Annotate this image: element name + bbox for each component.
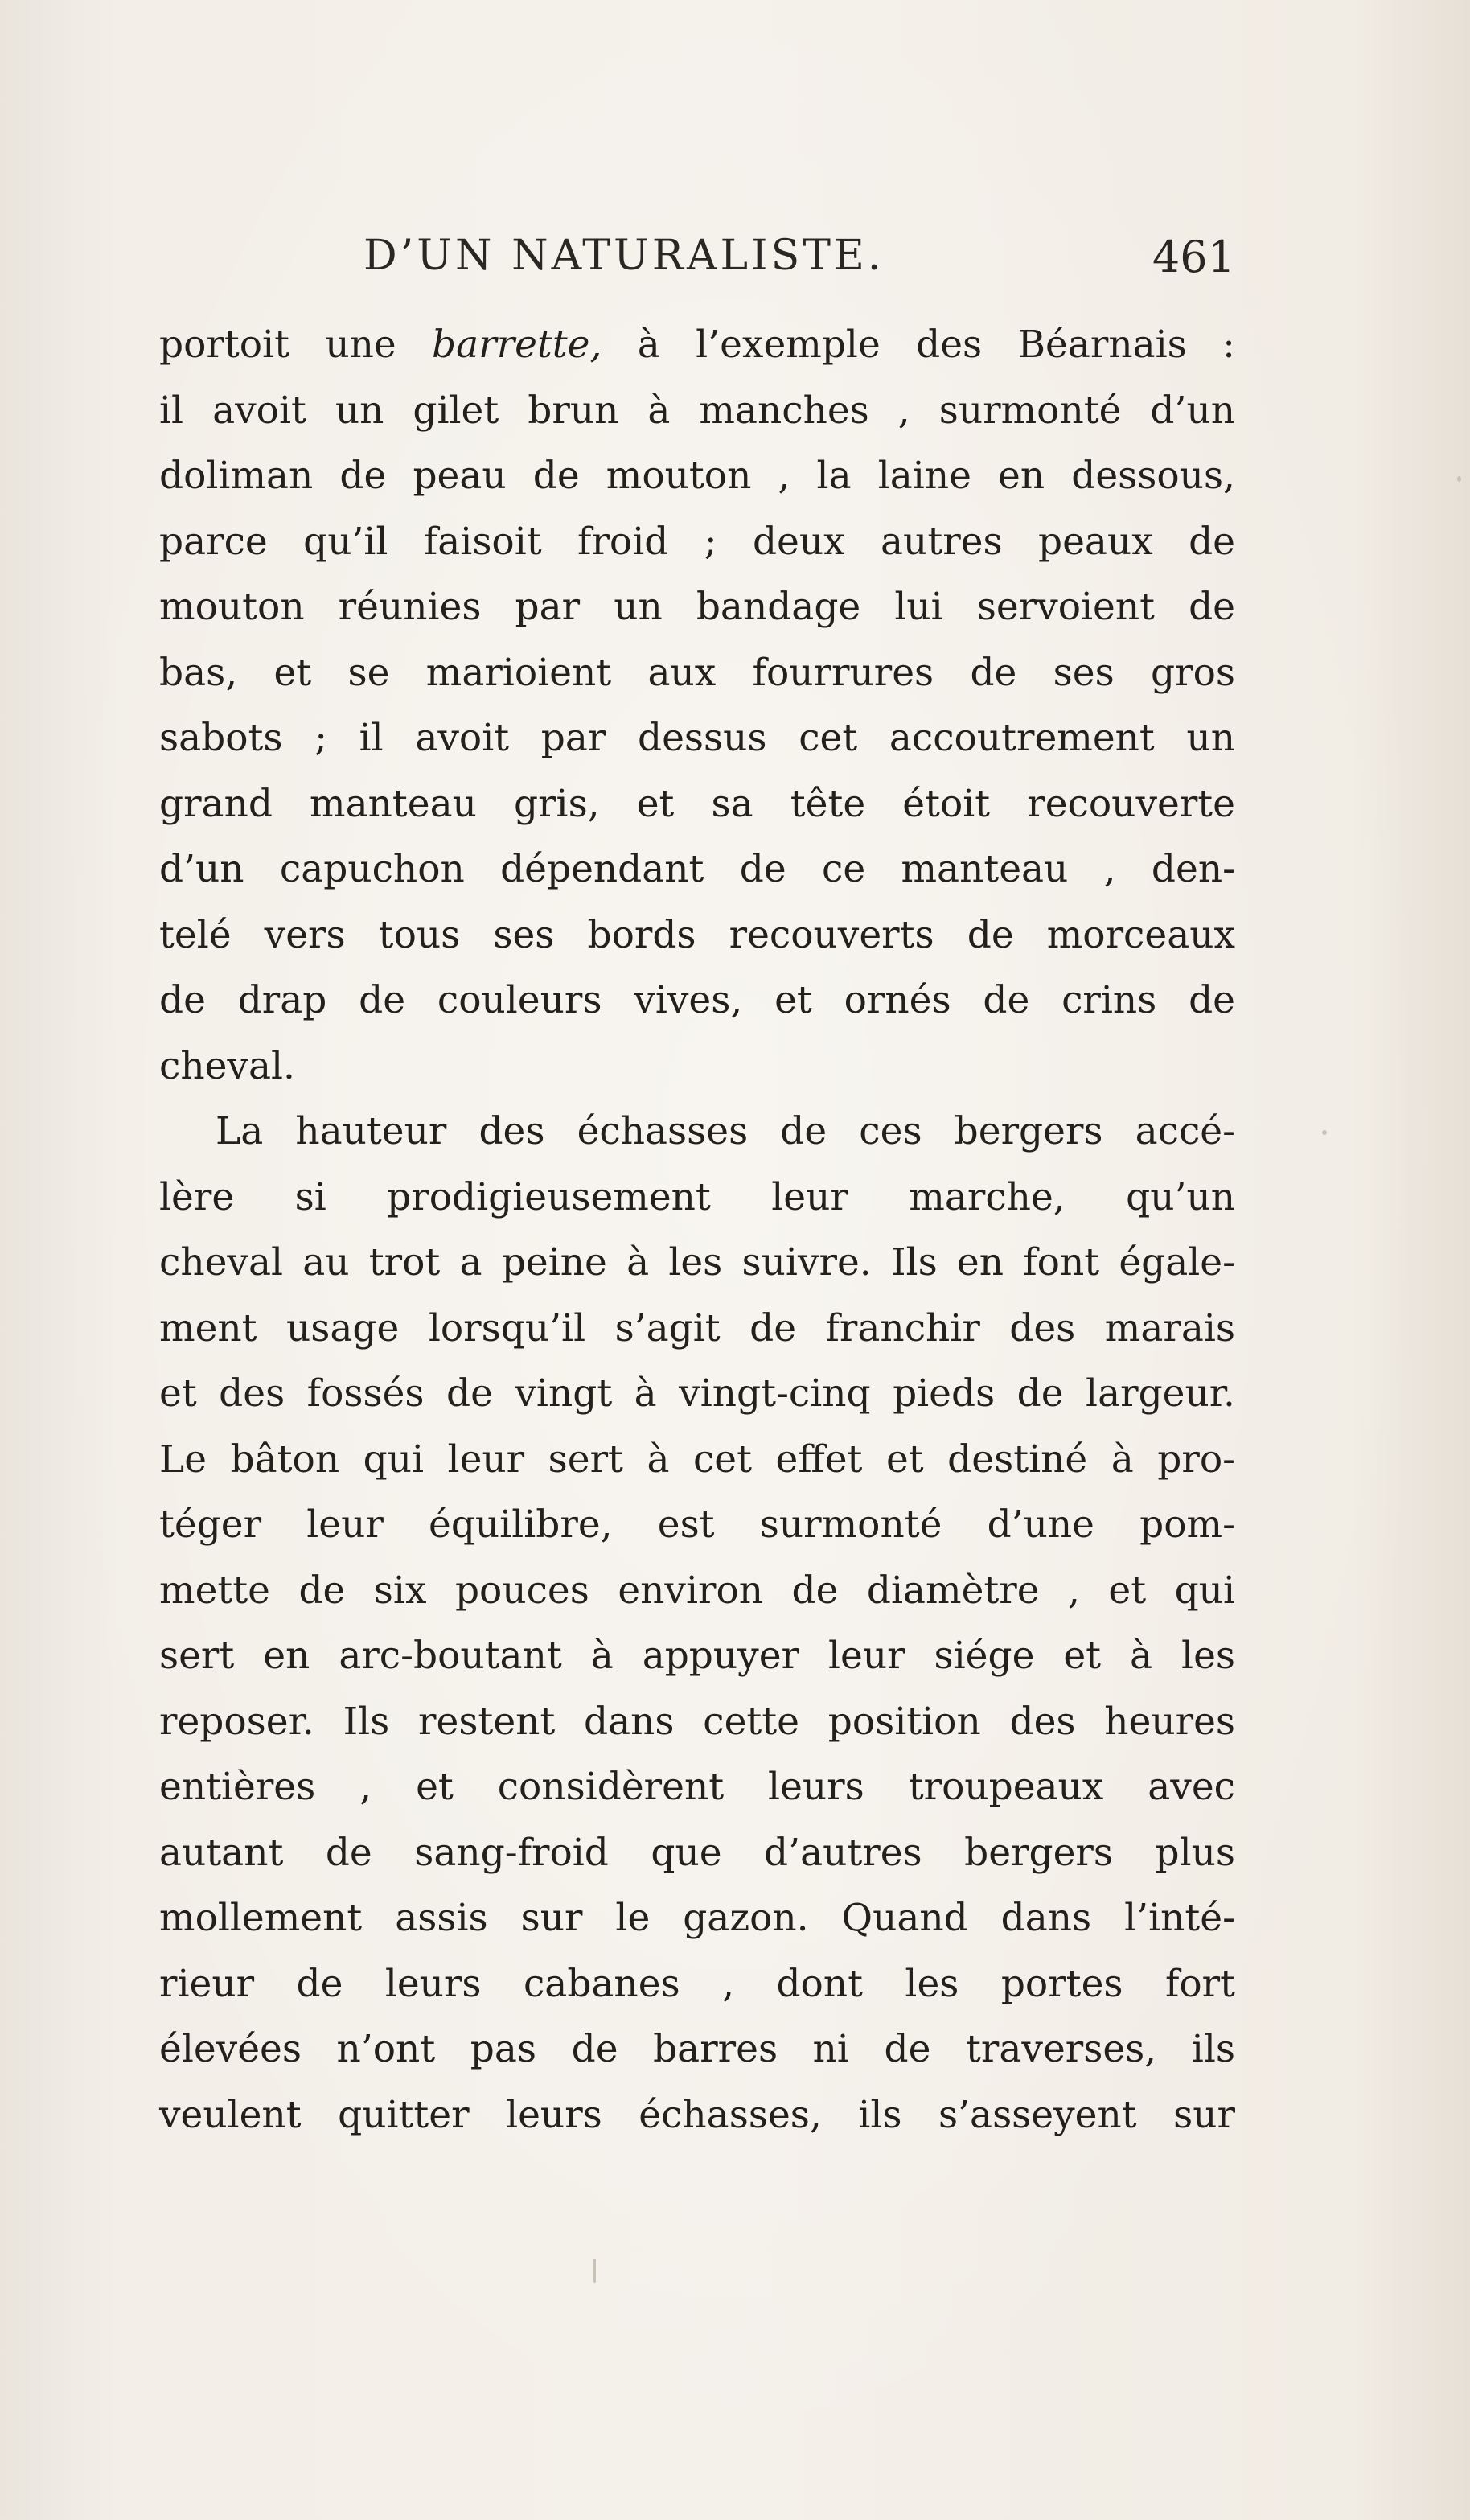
- text-line: reposer. Ils restent dans cette position des heures: [159, 1699, 1235, 1744]
- running-header: [158, 232, 1235, 296]
- text-line: sert en arc-boutant à appuyer leur siége et à les: [159, 1634, 1235, 1678]
- page-number: 461: [1152, 232, 1235, 282]
- running-title: D’UN NATURALISTE.: [363, 232, 885, 280]
- text-line: autant de sang-froid que d’autres bergers plus: [159, 1830, 1235, 1875]
- text-line: de drap de couleurs vives, et ornés de crins de: [159, 978, 1235, 1022]
- text-line: élevées n’ont pas de barres ni de traverses, ils: [159, 2027, 1235, 2071]
- text-line: mollement assis sur le gazon. Quand dans l’inté-: [159, 1896, 1235, 1940]
- text-line: ment usage lorsqu’il s’agit de franchir des marais: [159, 1305, 1235, 1350]
- paper-speck: [593, 2259, 596, 2283]
- text-line: mette de six pouces environ de diamètre , et qui: [159, 1568, 1235, 1613]
- text-segment: à l’exemple des Béarnais :: [602, 323, 1235, 367]
- text-line: parce qu’il faisoit froid ; deux autres peaux de: [159, 519, 1235, 564]
- text-line: téger leur équilibre, est surmonté d’une pom-: [159, 1503, 1235, 1547]
- text-line: lère si prodigieusement leur marche, qu’un: [159, 1174, 1235, 1219]
- italic-term: barrette,: [432, 323, 602, 367]
- text-line: d’un capuchon dépendant de ce manteau , den-: [159, 847, 1235, 891]
- paper-speck: [1457, 476, 1461, 482]
- text-line: sabots ; il avoit par dessus cet accoutrement un: [159, 716, 1235, 760]
- text-segment: portoit une: [159, 323, 433, 367]
- text-line: et des fossés de vingt à vingt-cinq pieds de largeur.: [159, 1371, 1235, 1416]
- text-line: doliman de peau de mouton , la laine en dessous,: [159, 454, 1235, 498]
- text-line: cheval au trot a peine à les suivre. Ils en font égale-: [159, 1240, 1235, 1285]
- text-line: La hauteur des échasses de ces bergers accé-: [216, 1109, 1235, 1153]
- text-line: [159, 312, 1235, 378]
- text-line: mouton réunies par un bandage lui servoient de: [159, 585, 1235, 629]
- text-line: veulent quitter leurs échasses, ils s’asseyent sur: [159, 2092, 1235, 2137]
- text-line: bas, et se marioient aux fourrures de ses gros: [159, 650, 1235, 695]
- text-line: grand manteau gris, et sa tête étoit recouverte: [159, 781, 1235, 826]
- text-line: il avoit un gilet brun à manches , surmonté d’un: [159, 388, 1235, 433]
- text-line: cheval.: [159, 1043, 295, 1088]
- text-line: rieur de leurs cabanes , dont les portes fort: [159, 1961, 1235, 2006]
- text-line: telé vers tous ses bords recouverts de morceaux: [159, 912, 1235, 957]
- text-line: entières , et considèrent leurs troupeaux avec: [159, 1765, 1235, 1809]
- text-line: Le bâton qui leur sert à cet effet et destiné à pro-: [159, 1437, 1235, 1482]
- body-text: [159, 312, 1235, 2148]
- paper-speck: [1322, 1130, 1327, 1135]
